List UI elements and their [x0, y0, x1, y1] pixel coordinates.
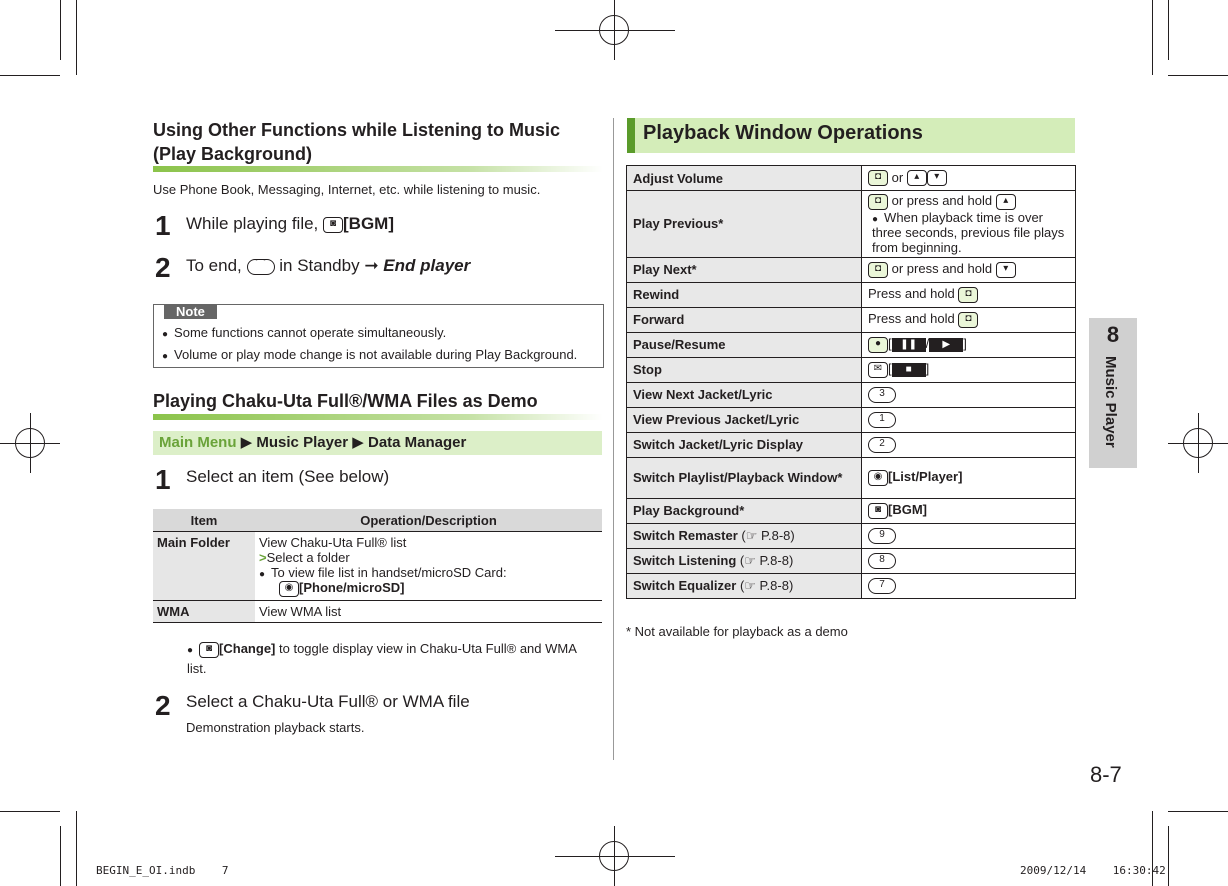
section-title: Playing Chaku-Uta Full®/WMA Files as Demo	[153, 391, 538, 411]
cell-text: Switch Listening	[633, 552, 737, 568]
table-header: Item	[153, 509, 255, 532]
table-row	[627, 332, 1076, 357]
page-ref: P.8-8	[759, 552, 789, 568]
table-cell	[255, 532, 602, 601]
side-tab	[1089, 318, 1137, 468]
page-ref: P.8-8	[761, 527, 791, 543]
table-row	[153, 532, 602, 601]
table-cell	[862, 548, 1076, 573]
chevron-right-icon: ▶	[240, 434, 253, 451]
page-number: 8-7	[1090, 762, 1122, 787]
step-number: 2	[155, 252, 171, 283]
registration-mark	[1183, 428, 1213, 458]
end-key-icon: ⌒	[247, 259, 275, 275]
side-tab-label: Music Player	[1102, 356, 1119, 448]
table-cell: Main Folder	[153, 532, 255, 601]
table-row	[627, 548, 1076, 573]
cell-line: ● To view file list in handset/microSD Card:	[259, 565, 598, 580]
registration-mark	[15, 428, 45, 458]
key-8-icon: 8	[868, 553, 896, 569]
crop-mark	[0, 75, 60, 76]
key-3-icon: 3	[868, 387, 896, 403]
table-row	[627, 166, 1076, 191]
key-9-icon: 9	[868, 528, 896, 544]
chevron-right-icon: ▶	[352, 434, 364, 451]
note-box	[153, 304, 604, 368]
step-text: While playing file,	[186, 214, 319, 233]
note-label: Note	[164, 304, 217, 319]
table-row	[627, 407, 1076, 432]
after-table-note	[187, 640, 599, 678]
note-item: ● Volume or play mode change is not available during Play Background.	[162, 347, 577, 362]
action-label: End player	[383, 256, 471, 275]
nav-right-icon: ◘	[868, 262, 888, 278]
menu-path-item: Music Player	[256, 434, 349, 451]
table-cell	[862, 382, 1076, 407]
note-item: ● Some functions cannot operate simultaneously.	[162, 325, 446, 340]
menu-path-item: Main Menu	[159, 434, 237, 451]
table-cell: View Previous Jacket/Lyric	[627, 407, 862, 432]
registration-mark	[599, 15, 629, 45]
key-1-icon: 1	[868, 412, 896, 428]
crop-mark	[76, 0, 77, 75]
right-header	[627, 118, 1075, 153]
table-cell	[862, 166, 1076, 191]
step-text: To end,	[186, 256, 242, 275]
table-cell	[862, 573, 1076, 598]
crop-mark	[1168, 75, 1228, 76]
step-text: Select an item (See below)	[186, 467, 390, 486]
side-tab-number: 8	[1106, 322, 1120, 347]
mail-key-icon: ✉	[868, 362, 888, 378]
table-row	[627, 282, 1076, 307]
crop-mark	[1168, 826, 1169, 886]
table-header: Operation/Description	[255, 509, 602, 532]
pause-icon: ❚❚	[892, 338, 926, 352]
table-cell	[862, 523, 1076, 548]
camera-key-icon: ◙	[868, 503, 888, 519]
table-cell: Adjust Volume	[627, 166, 862, 191]
note-text: to toggle display view in Chaku-Uta Full® and WMA list.	[187, 641, 577, 676]
step-number: 2	[155, 690, 171, 721]
cell-line: View Chaku-Uta Full® list	[259, 535, 407, 550]
footnote: * Not available for playback as a demo	[626, 624, 848, 639]
key-label: [List/Player]	[888, 469, 963, 485]
step-text: Select a Chaku-Uta Full® or WMA file	[186, 692, 470, 711]
registration-mark	[599, 841, 629, 871]
key-label: [BGM]	[343, 214, 394, 233]
table-row	[627, 257, 1076, 282]
table-row	[627, 523, 1076, 548]
operations-table	[626, 165, 1076, 599]
table-row	[627, 191, 1076, 258]
crop-mark	[1168, 811, 1228, 812]
table-row	[627, 573, 1076, 598]
key-label: [Phone/microSD]	[299, 580, 405, 595]
cell-text: Switch Remaster	[633, 527, 738, 543]
table-cell: Switch Playlist/Playback Window*	[627, 457, 862, 498]
nav-left-icon: ◘	[868, 194, 888, 210]
play-icon: ▶	[929, 338, 963, 352]
table-cell: Rewind	[627, 282, 862, 307]
cell-note: ● When playback time is over three seconds, previous file plays from beginning.	[868, 210, 1069, 255]
chevron-icon: >	[259, 550, 267, 565]
step-text: in Standby	[279, 256, 360, 275]
crop-mark	[76, 811, 77, 886]
nav-key-icon: ◘	[868, 170, 888, 186]
key-label: [Change]	[219, 641, 276, 656]
table-cell	[862, 282, 1076, 307]
table-cell: ● [ ❚❚ / ▶ ]	[862, 332, 1076, 357]
nav-right-icon: ◘	[958, 312, 978, 328]
camera-key-icon: ◙	[199, 642, 219, 658]
title-underline	[153, 414, 603, 420]
table-cell	[862, 432, 1076, 457]
menu-path	[153, 431, 602, 455]
table-row	[627, 432, 1076, 457]
table-row	[153, 600, 602, 622]
camera-key-icon: ◙	[323, 217, 343, 233]
step-subtext: Demonstration playback starts.	[186, 720, 365, 735]
cell-text: Press and hold	[868, 286, 955, 302]
table-cell: Stop	[627, 357, 862, 382]
column-divider	[613, 118, 614, 760]
table-cell: Play Next*	[627, 257, 862, 282]
table-cell: View WMA list	[255, 600, 602, 622]
cell-text: Press and hold	[868, 311, 955, 327]
table-cell: Play Background*	[627, 498, 862, 523]
page-ref: P.8-8	[759, 577, 789, 593]
crop-mark	[0, 811, 60, 812]
menu-key-icon: ◉	[868, 470, 888, 486]
footer-timestamp: 2009/12/14 16:30:42	[1020, 864, 1166, 877]
table-cell	[862, 257, 1076, 282]
cell-line: Select a folder	[266, 550, 350, 565]
arrow-icon: ➞	[364, 256, 379, 275]
table-cell	[862, 307, 1076, 332]
step-number: 1	[155, 210, 171, 241]
key-7-icon: 7	[868, 578, 896, 594]
table-cell: ✉ [ ■ ]	[862, 357, 1076, 382]
section-title	[153, 118, 603, 166]
cell-text: or press and hold	[891, 261, 993, 277]
step-1	[186, 214, 394, 234]
table-cell	[862, 191, 1076, 258]
cell-text: or	[891, 169, 904, 185]
cell-text: Switch Equalizer	[633, 577, 737, 593]
menu-path-item: Data Manager	[368, 434, 467, 451]
crop-mark	[1168, 0, 1169, 60]
center-key-icon: ●	[868, 337, 888, 353]
table-cell	[862, 457, 1076, 498]
step-number: 1	[155, 464, 171, 495]
table-cell: Forward	[627, 307, 862, 332]
table-row	[627, 457, 1076, 498]
table-cell	[862, 407, 1076, 432]
table-cell: Switch Remaster (☞ P.8-8)	[627, 523, 862, 548]
cell-text: or press and hold	[891, 193, 993, 208]
section-title-line: (Play Background)	[153, 144, 313, 164]
stop-icon: ■	[892, 363, 926, 377]
volume-up-icon: ▴	[907, 170, 927, 186]
menu-key-icon: ◉	[279, 581, 299, 597]
item-table	[153, 509, 602, 623]
crop-mark	[60, 0, 61, 60]
table-row	[627, 357, 1076, 382]
volume-down-icon: ▾	[927, 170, 947, 186]
table-cell: View Next Jacket/Lyric	[627, 382, 862, 407]
crop-mark	[60, 826, 61, 886]
table-row	[627, 382, 1076, 407]
key-label: [BGM]	[888, 502, 927, 518]
footer-file: BEGIN_E_OI.indb 7	[96, 864, 229, 877]
volume-up-icon: ▴	[996, 194, 1016, 210]
section-title-line: Using Other Functions while Listening to Music	[153, 120, 561, 140]
table-cell: Play Previous*	[627, 191, 862, 258]
table-cell: Pause/Resume	[627, 332, 862, 357]
table-cell: Switch Jacket/Lyric Display	[627, 432, 862, 457]
table-row	[627, 498, 1076, 523]
volume-down-icon: ▾	[996, 262, 1016, 278]
crop-mark	[1152, 0, 1153, 75]
right-title: Playback Window Operations	[643, 122, 923, 144]
title-underline	[153, 166, 603, 172]
intro-text: Use Phone Book, Messaging, Internet, etc. while listening to music.	[153, 182, 541, 197]
key-2-icon: 2	[868, 437, 896, 453]
table-cell	[862, 498, 1076, 523]
table-cell: Switch Equalizer (☞ P.8-8)	[627, 573, 862, 598]
nav-left-icon: ◘	[958, 287, 978, 303]
table-row	[627, 307, 1076, 332]
table-cell: WMA	[153, 600, 255, 622]
table-cell: Switch Listening (☞ P.8-8)	[627, 548, 862, 573]
step-2	[186, 256, 470, 276]
